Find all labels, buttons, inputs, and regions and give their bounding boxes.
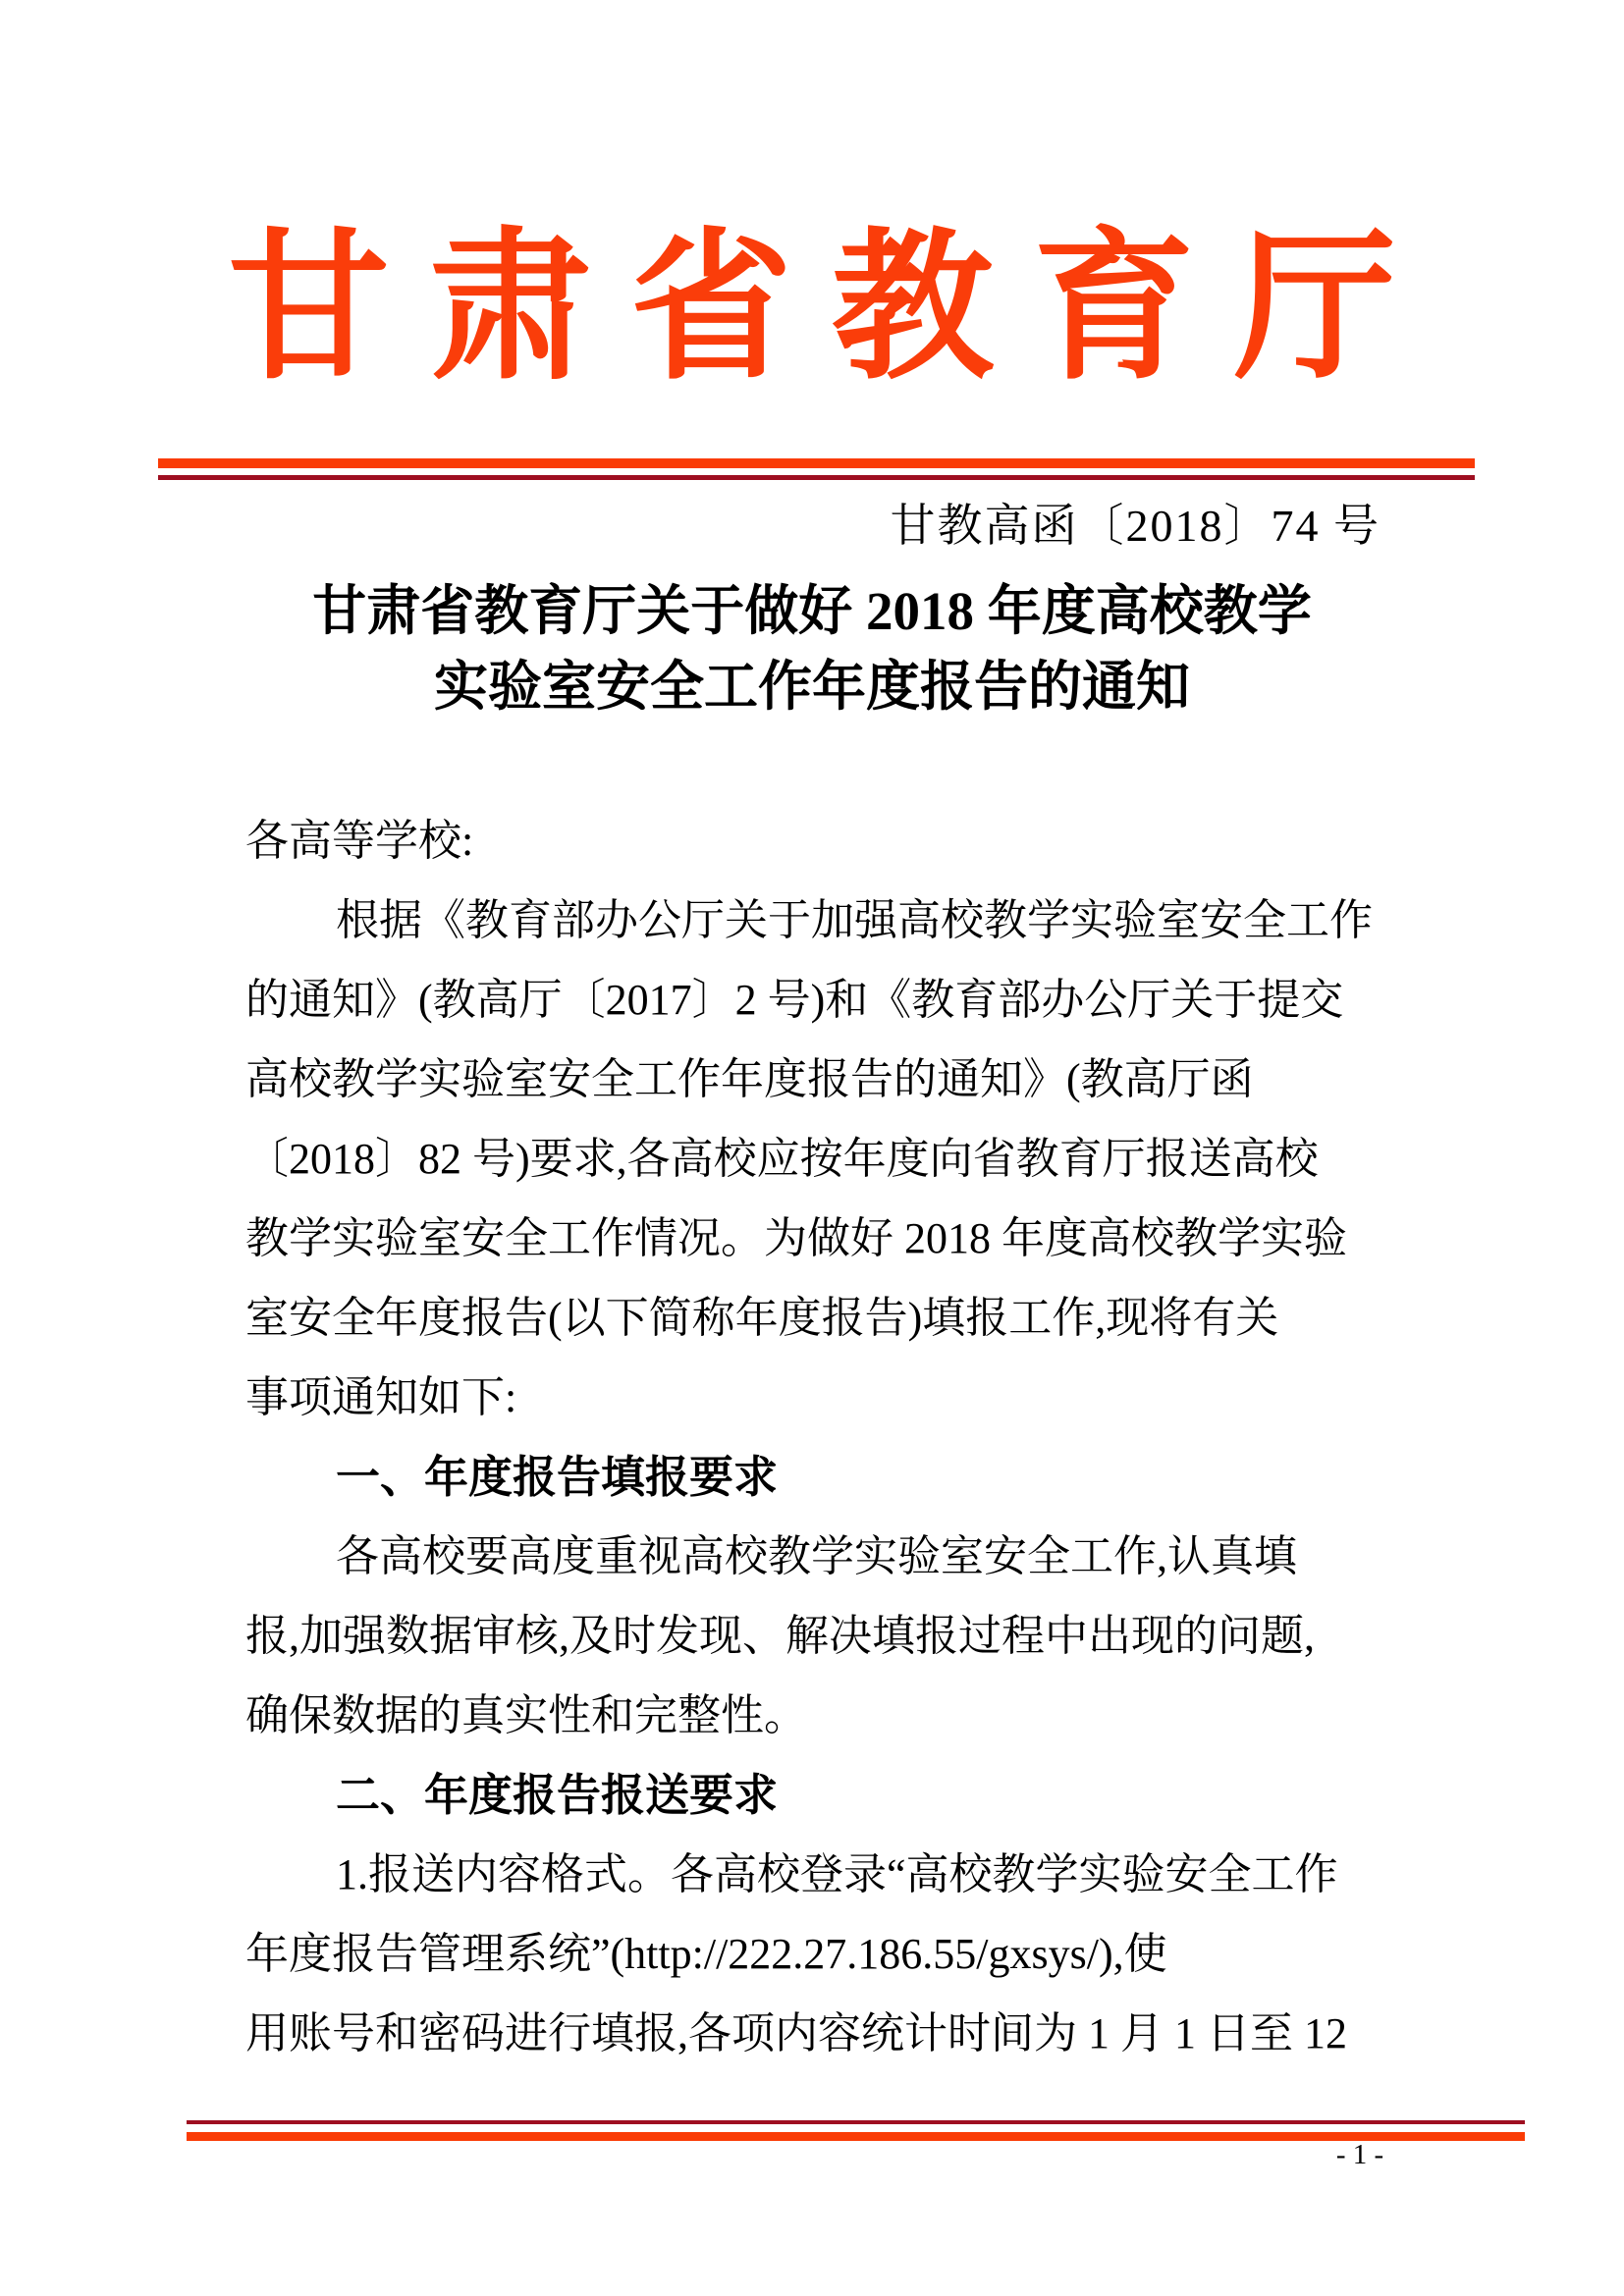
body-line: 室安全年度报告(以下简称年度报告)填报工作,现将有关 xyxy=(245,1294,1279,1342)
document-title xyxy=(0,573,1624,724)
body-section-heading: 二、年度报告报送要求 xyxy=(336,1770,779,1820)
document-body xyxy=(245,801,1394,2073)
body-line: 各高等学校: xyxy=(245,817,474,865)
body-line: 高校教学实验室安全工作年度报告的通知》(教高厅函 xyxy=(245,1055,1254,1103)
body-line: 用账号和密码进行填报,各项内容统计时间为 1 月 1 日至 12 xyxy=(245,2009,1347,2057)
document-number: 甘教高函〔2018〕74 号 xyxy=(890,501,1380,551)
header-rule-thin xyxy=(158,475,1475,480)
header-rule-thick xyxy=(158,458,1475,468)
document-title-line1: 甘肃省教育厅关于做好 2018 年度高校教学 xyxy=(312,581,1312,641)
body-line: 年度报告管理系统”(http://222.27.186.55/gxsys/),使 xyxy=(245,1930,1167,1978)
body-line: 的通知》(教高厅〔2017〕2 号)和《教育部办公厅关于提交 xyxy=(245,976,1344,1024)
body-line: 教学实验室安全工作情况。为做好 2018 年度高校教学实验 xyxy=(245,1214,1347,1262)
body-section-heading: 一、年度报告填报要求 xyxy=(336,1452,779,1502)
footer-rule-thin xyxy=(187,2120,1525,2124)
body-line: 根据《教育部办公厅关于加强高校教学实验室安全工作 xyxy=(336,896,1373,944)
body-line: 1.报送内容格式。各高校登录“高校教学实验安全工作 xyxy=(336,1850,1338,1898)
body-line: 〔2018〕82 号)要求,各高校应按年度向省教育厅报送高校 xyxy=(245,1135,1319,1183)
body-line: 报,加强数据审核,及时发现、解决填报过程中出现的问题, xyxy=(245,1612,1315,1660)
page-number: - 1 - xyxy=(1335,2139,1384,2170)
agency-masthead: 甘肃省教育厅 xyxy=(228,219,1435,399)
body-line: 各高校要高度重视高校教学实验室安全工作,认真填 xyxy=(336,1532,1297,1580)
body-line: 事项通知如下: xyxy=(245,1373,517,1421)
document-title-line2: 实验室安全工作年度报告的通知 xyxy=(433,657,1190,717)
body-line: 确保数据的真实性和完整性。 xyxy=(245,1691,807,1739)
